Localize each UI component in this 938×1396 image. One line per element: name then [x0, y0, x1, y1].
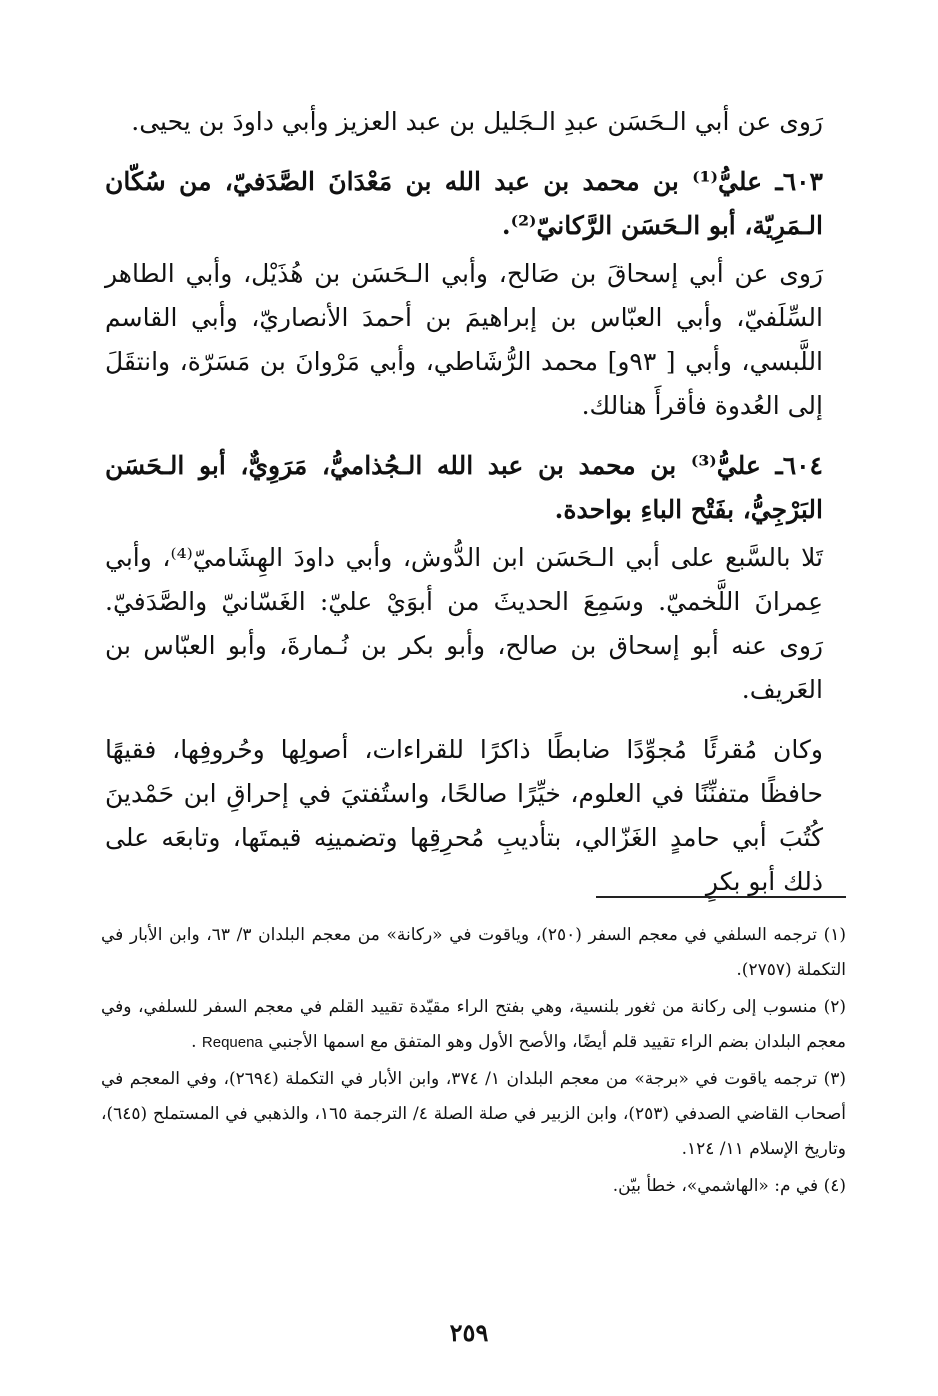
footnote-2-latin-term: Requena	[201, 1034, 263, 1051]
paragraph-recitation: تَلا بالسَّبع على أبي الـحَسَن ابن الدُّوش، وأبي داودَ الهِشَاميّ⁽⁴⁾، وأبي عِمرانَ اللَّخميّ. وسَمِعَ الحديثَ من أبوَيْ عليّ: الغَسّانيّ والصَّدَفيّ. رَوى عنه أبو إسحاق بن صالح، وأبو بكر بن نُـمارةَ، وأبو العبّاس بن العَريف.	[105, 543, 823, 704]
footnote-4: (٤) في م: «الهاشمي»، خطأ بيّن.	[612, 1176, 846, 1196]
paragraph-narration-1: رَوى عن أبي الـحَسَن عبدِ الـجَليل بن عبد العزيز وأبي داودَ بن يحيى.	[131, 107, 823, 136]
paragraph-description: وكان مُقرئًا مُجوِّدًا ضابطًا ذاكرًا للقراءات، أصولِها وحُروفِها، فقيهًا حافظًا متفنِّنًا في العلوم، خيِّرًا صالحًا، واستُفتيَ في إحراقِ ابن حَمْدينَ كُتُبَ أبي حامدٍ الغَزّالي، بتأديبِ مُحرِقِها وتضمينِه قيمتَها، وتابعَه على ذلك أبو بكرٍ	[105, 735, 823, 896]
footnote-1: (١) ترجمه السلفي في معجم السفر (٢٥٠)، وياقوت في «ركانة» من معجم البلدان ٣/ ٦٣، وابن الأبار في التكملة (٢٧٥٧).	[101, 925, 847, 980]
footnote-2	[101, 990, 846, 1060]
biography-entry-604: ٦٠٤ـ عليُّ⁽³⁾ بن محمد بن عبد الله الـجُذاميُّ، مَرَوِيٌّ، أبو الـحَسَن البَرْجِيُّ، بفَتْح الباءِ بواحدة.	[105, 451, 823, 524]
footnote-3: (٣) ترجمه ياقوت في «برجة» من معجم البلدان ١/ ٣٧٤، وابن الأبار في التكملة (٢٦٩٤)، وفي المعجم في أصحاب القاضي الصدفي (٢٥٣)، وابن الزبير في صلة الصلة ٤/ الترجمة ١٦٥، والذهبي في المستملح (٦٤٥)، وتاريخ الإسلام ١١/ ١٢٤.	[101, 1069, 846, 1159]
footnote-2-end: .	[191, 1032, 197, 1052]
biography-entry-603: ٦٠٣ـ عليُّ⁽¹⁾ بن محمد بن عبد الله بن مَعْدَانَ الصَّدَفيّ، من سُكّان الـمَرِيّة، أبو الـحَسَن الرَّكانيّ⁽²⁾.	[105, 167, 823, 240]
page-number: ٢٥٩	[449, 1318, 489, 1347]
paragraph-narration-2: رَوى عن أبي إسحاقَ بن صَالح، وأبي الـحَسَن بن هُذَيْل، وأبي الطاهر السِّلَفيّ، وأبي العبّاس بن إبراهيمَ بن أحمدَ الأنصاريّ، وأبي القاسم اللَّبسي، وأبي [ ٩٣و] محمد الرُّشَاطي، وأبي مَرْوانَ بن مَسَرّة، وانتقَلَ إلى العُدوة فأقرأَ هنالك.	[105, 259, 824, 420]
footnote-2-text: (٢) منسوب إلى ركانة من ثغور بلنسية، وهي بفتح الراء مقيّدة تقييد القلم في معجم السفر للسلفي، وفي معجم البلدان بضم الراء تقييد قلم أيضًا، والأصح الأول وهو المتفق مع اسمها الأجنبي	[101, 997, 846, 1052]
footnote-divider	[596, 896, 846, 898]
footnotes-section	[101, 918, 846, 1206]
